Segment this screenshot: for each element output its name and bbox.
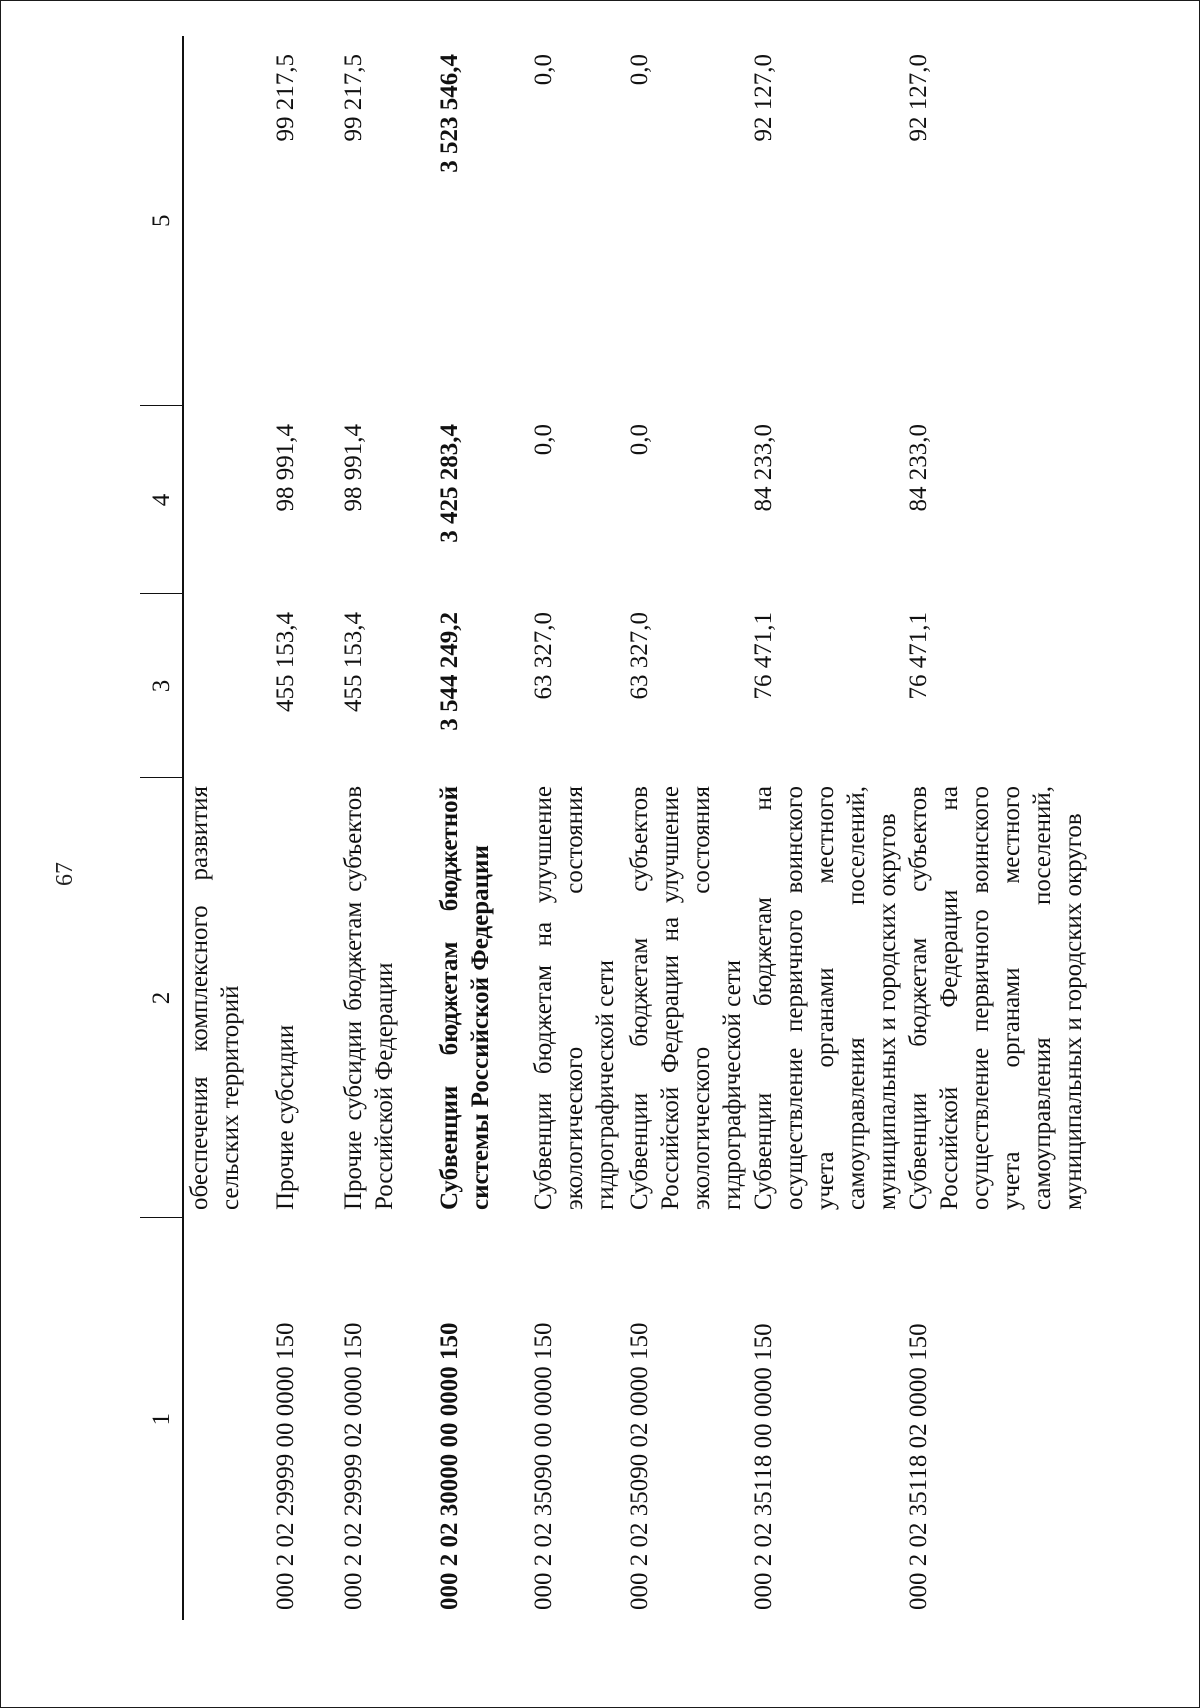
header-row	[140, 36, 183, 1620]
row-value-5: 92 127,0	[905, 54, 932, 142]
table-row	[270, 36, 338, 1620]
row-value-5: 3 523 546,4	[436, 54, 463, 173]
row-code: 000 2 02 29999 02 0000 150	[340, 1322, 367, 1610]
row-value-3: 63 327,0	[626, 612, 653, 700]
row-name: Субвенции бюджетам на осуществление первичного воинского учета органами местного самоуправления поселений, муниципальных и городских округов	[750, 786, 901, 1210]
row-value-4: 84 233,0	[750, 424, 777, 512]
row-value-5: 0,0	[530, 54, 557, 86]
page-number: 67	[52, 862, 78, 886]
row-name: Субвенции бюджетам субъектов Российской Федерации на осуществление первичного воинского учета органами местного самоуправления поселений, муниципальных и городских округов	[905, 786, 1087, 1210]
column-header-1: 1	[140, 1218, 183, 1620]
table-row	[624, 36, 748, 1620]
row-value-3	[183, 594, 270, 778]
row-name: Прочие субсидии	[272, 1024, 299, 1210]
row-value-3: 455 153,4	[340, 612, 367, 712]
row-value-4: 98 991,4	[272, 424, 299, 512]
table-row	[748, 36, 903, 1620]
row-code	[183, 1218, 270, 1620]
row-value-5: 92 127,0	[750, 54, 777, 142]
row-code: 000 2 02 30000 00 0000 150	[436, 1322, 463, 1610]
row-value-5: 99 217,5	[340, 54, 367, 142]
row-name: Субвенции бюджетам на улучшение экологического состояния гидрографической сети	[530, 786, 619, 1210]
row-value-4: 84 233,0	[905, 424, 932, 512]
budget-table	[140, 36, 1089, 1620]
row-name: Субвенции бюджетам бюджетной системы Российской Федерации	[436, 786, 494, 1210]
column-header-4: 4	[140, 406, 183, 594]
row-value-5	[183, 36, 270, 406]
row-code: 000 2 02 35090 02 0000 150	[626, 1322, 653, 1610]
table-row-subtotal	[434, 36, 528, 1620]
row-name: Прочие субсидии бюджетам субъектов Российской Федерации	[340, 786, 398, 1210]
row-code: 000 2 02 35118 02 0000 150	[905, 1323, 932, 1610]
row-value-3: 76 471,1	[905, 612, 932, 700]
row-value-3: 76 471,1	[750, 612, 777, 700]
row-name: Субвенции бюджетам субъектов Российской Федерации на улучшение экологического состояния гидрографической сети	[626, 786, 746, 1210]
column-header-3: 3	[140, 594, 183, 778]
row-value-4: 98 991,4	[340, 424, 367, 512]
row-value-3: 3 544 249,2	[436, 612, 463, 731]
row-value-3: 455 153,4	[272, 612, 299, 712]
table-row	[338, 36, 434, 1620]
row-value-3: 63 327,0	[530, 612, 557, 700]
table-row	[903, 36, 1089, 1620]
table-row	[183, 36, 270, 1620]
row-code: 000 2 02 35118 00 0000 150	[750, 1323, 777, 1610]
row-value-5: 0,0	[626, 54, 653, 86]
row-name: обеспечения комплексного развития сельских территорий	[186, 786, 244, 1210]
row-code: 000 2 02 35090 00 0000 150	[530, 1322, 557, 1610]
column-header-2: 2	[140, 778, 183, 1218]
row-value-4: 3 425 283,4	[436, 424, 463, 543]
row-value-5: 99 217,5	[272, 54, 299, 142]
row-value-4	[183, 406, 270, 594]
row-code: 000 2 02 29999 00 0000 150	[272, 1322, 299, 1610]
column-header-5: 5	[140, 36, 183, 406]
table-row	[528, 36, 624, 1620]
row-value-4: 0,0	[626, 424, 653, 456]
row-value-4: 0,0	[530, 424, 557, 456]
